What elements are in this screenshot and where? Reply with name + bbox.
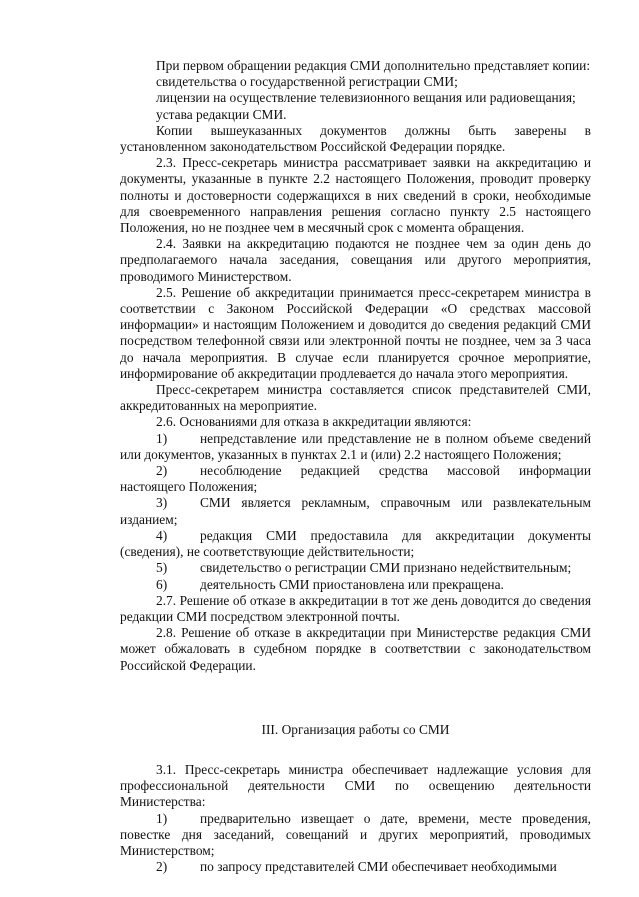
intro-line-2: свидетельства о государственной регистрации СМИ; <box>156 74 458 90</box>
list-item-number: 6) <box>156 576 168 592</box>
paragraph-2-4: 2.4. Заявки на аккредитацию подаются не позднее чем за один день до предполагаемого начала заседания, совещания или другого мероприятия, проводимого Министерством. <box>120 236 591 284</box>
list-item-number: 3) <box>156 495 168 511</box>
spacer <box>120 738 591 762</box>
paragraph-2-5-list: Пресс-секретарем министра составляется список представителей СМИ, аккредитованных на мероприятие. <box>120 382 591 414</box>
list-item-number: 2) <box>156 859 168 875</box>
list-item-text: деятельность СМИ приостановлена или прекращена. <box>200 576 504 592</box>
list-item-text: свидетельство о регистрации СМИ признано недействительным; <box>200 560 572 576</box>
list-item <box>120 431 591 463</box>
spacer <box>120 674 591 722</box>
list-item-number: 1) <box>156 810 168 826</box>
list-item-number: 5) <box>156 560 168 576</box>
intro-line-3: лицензии на осуществление телевизионного вещания или радиовещания; <box>156 90 576 106</box>
paragraph-2-8: 2.8. Решение об отказе в аккредитации при Министерстве редакция СМИ может обжаловать в судебном порядке в соответствии с законодательством Российской Федерации. <box>120 625 591 673</box>
list-item <box>120 463 591 495</box>
list-item <box>120 577 591 593</box>
list-item <box>120 859 591 875</box>
paragraph-2-3: 2.3. Пресс-секретарь министра рассматривает заявки на аккредитацию и документы, указанные в пункте 2.2 настоящего Положения, проводит проверку полноты и достоверности содержащихся в них сведений в сроки, необходимые для своевременного направления решения согласно пункту 2.5 настоящего Положения, но не позднее чем в месячный срок с момента обращения. <box>120 155 591 236</box>
list-item-number: 2) <box>156 463 168 479</box>
intro-line-4: устава редакции СМИ. <box>156 106 287 122</box>
list-item-text: несоблюдение редакцией средства массовой информации настоящего Положения; <box>120 463 591 495</box>
list-item-text: редакция СМИ предоставила для аккредитации документы (сведения), не соответствующие действительности; <box>120 527 591 560</box>
list-item <box>120 495 591 527</box>
list-item-number: 1) <box>156 430 168 446</box>
chapter-heading: III. Организация работы со СМИ <box>261 721 450 737</box>
paragraph-2-7: 2.7. Решение об отказе в аккредитации в тот же день доводится до сведения редакции СМИ посредством электронной почты. <box>120 592 591 624</box>
paragraph-3-1: 3.1. Пресс-секретарь министра обеспечивает надлежащие условия для профессиональной деятельности СМИ по освещению деятельности Министерства: <box>120 761 591 810</box>
list-item <box>120 811 591 860</box>
list-item <box>120 560 591 576</box>
list-item-number: 4) <box>156 527 168 543</box>
paragraph-2-6: 2.6. Основаниями для отказа в аккредитации являются: <box>156 414 472 430</box>
copies-paragraph: Копии вышеуказанных документов должны быть заверены в установленном законодательством Российской Федерации порядке. <box>120 122 591 155</box>
list-item-text: непредставление или представление не в полном объеме сведений или документов, указанных в пунктах 2.1 и (или) 2.2 настоящего Положения; <box>120 430 591 462</box>
list-item <box>120 528 591 560</box>
list-item-text: по запросу представителей СМИ обеспечивает необходимыми <box>200 859 557 875</box>
paragraph-2-5: 2.5. Решение об аккредитации принимается пресс-секретарем министра в соответствии с Законом Российской Федерации «О средствах массовой информации» и настоящим Положением и доводится до сведения редакций СМИ посредством телефонной связи или электронной почты не позднее, чем за 3 часа до начала мероприятия. В случае если планируется срочное мероприятие, информирование об аккредитации продлевается до начала этого мероприятия. <box>120 284 591 381</box>
list-item-text: СМИ является рекламным, справочным или развлекательным изданием; <box>120 495 591 527</box>
list-item-text: предварительно извещает о дате, времени, месте проведения, повестке дня заседаний, совещаний и других мероприятий, проводимых Министерством; <box>120 810 591 858</box>
intro-line-1: При первом обращении редакция СМИ дополнительно представляет копии: <box>156 58 591 73</box>
